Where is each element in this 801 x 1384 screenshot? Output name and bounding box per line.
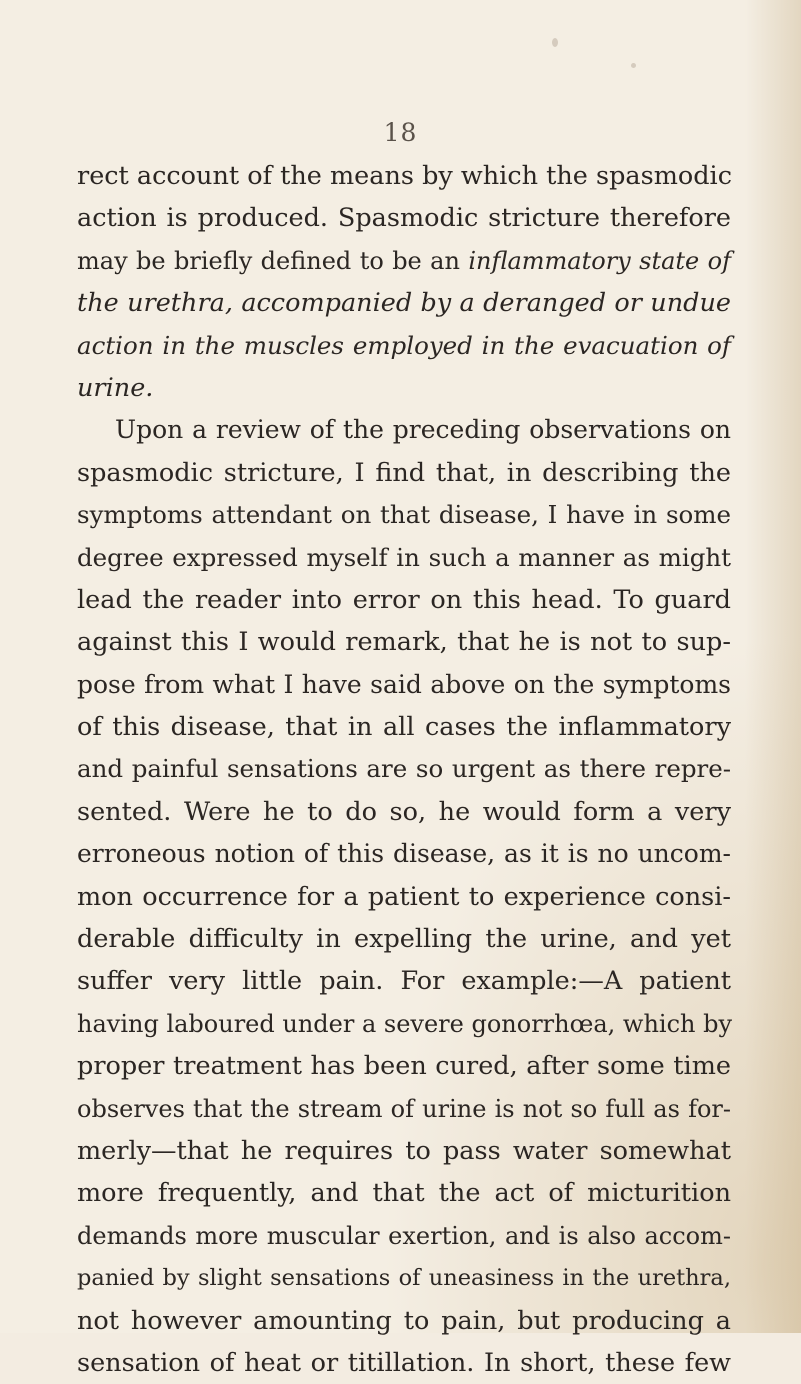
text-line [77, 240, 731, 282]
text-line: proper treatment has been cured, after some time [77, 1051, 731, 1082]
text-line: demands more muscular exertion, and is also accom- [77, 1221, 731, 1250]
text-line: urine. [77, 372, 154, 403]
text-line: derable difficulty in expelling the urine, and yet [77, 924, 731, 955]
text-line: suffer very little pain. For example:—A patient [77, 966, 731, 997]
text-line: rect account of the means by which the spasmodic [77, 161, 732, 191]
text-line-roman: may be briefly defined to be an [77, 246, 469, 275]
paper-speck [552, 38, 558, 47]
text-line: observes that the stream of urine is not so full as for- [77, 1094, 731, 1123]
text-line: Upon a review of the preceding observations on [115, 415, 731, 445]
text-line: against this I would remark, that he is not to sup- [77, 627, 731, 658]
paper-speck [631, 63, 636, 68]
text-line: sented. Were he to do so, he would form a very [77, 796, 731, 827]
text-line: action is produced. Spasmodic stricture therefore [77, 203, 731, 234]
text-line: lead the reader into error on this head. To guard [77, 584, 731, 615]
text-line: panied by slight sensations of uneasiness in the urethra, [77, 1265, 731, 1292]
text-line: erroneous notion of this disease, as it is no uncom- [77, 839, 731, 869]
text-line: sensation of heat or titillation. In short, these few [77, 1347, 731, 1378]
text-line: of this disease, that in all cases the inflammatory [77, 712, 731, 743]
text-line: action in the muscles employed in the evacuation of [77, 330, 731, 360]
text-line: more frequently, and that the act of micturition [77, 1178, 731, 1209]
body-text [77, 155, 731, 1384]
text-line: symptoms attendant on that disease, I have in some [77, 500, 731, 530]
text-line: degree expressed myself in such a manner as might [77, 542, 731, 572]
text-line: merly—that he requires to pass water somewhat [77, 1135, 731, 1166]
text-line-italic: inflammatory state of [468, 246, 732, 275]
text-line: spasmodic stricture, I find that, in describing the [77, 457, 731, 488]
page-number: 18 [383, 118, 418, 147]
text-line: the urethra, accompanied by a deranged or undue [77, 288, 731, 319]
text-line: and painful sensations are so urgent as there repre- [77, 754, 731, 784]
text-line: pose from what I have said above on the symptoms [77, 669, 731, 699]
text-line: mon occurrence for a patient to experience consi- [77, 881, 731, 912]
text-line: not however amounting to pain, but producing a [77, 1305, 731, 1336]
text-line: having laboured under a severe gonorrhœa, which by [77, 1009, 733, 1038]
